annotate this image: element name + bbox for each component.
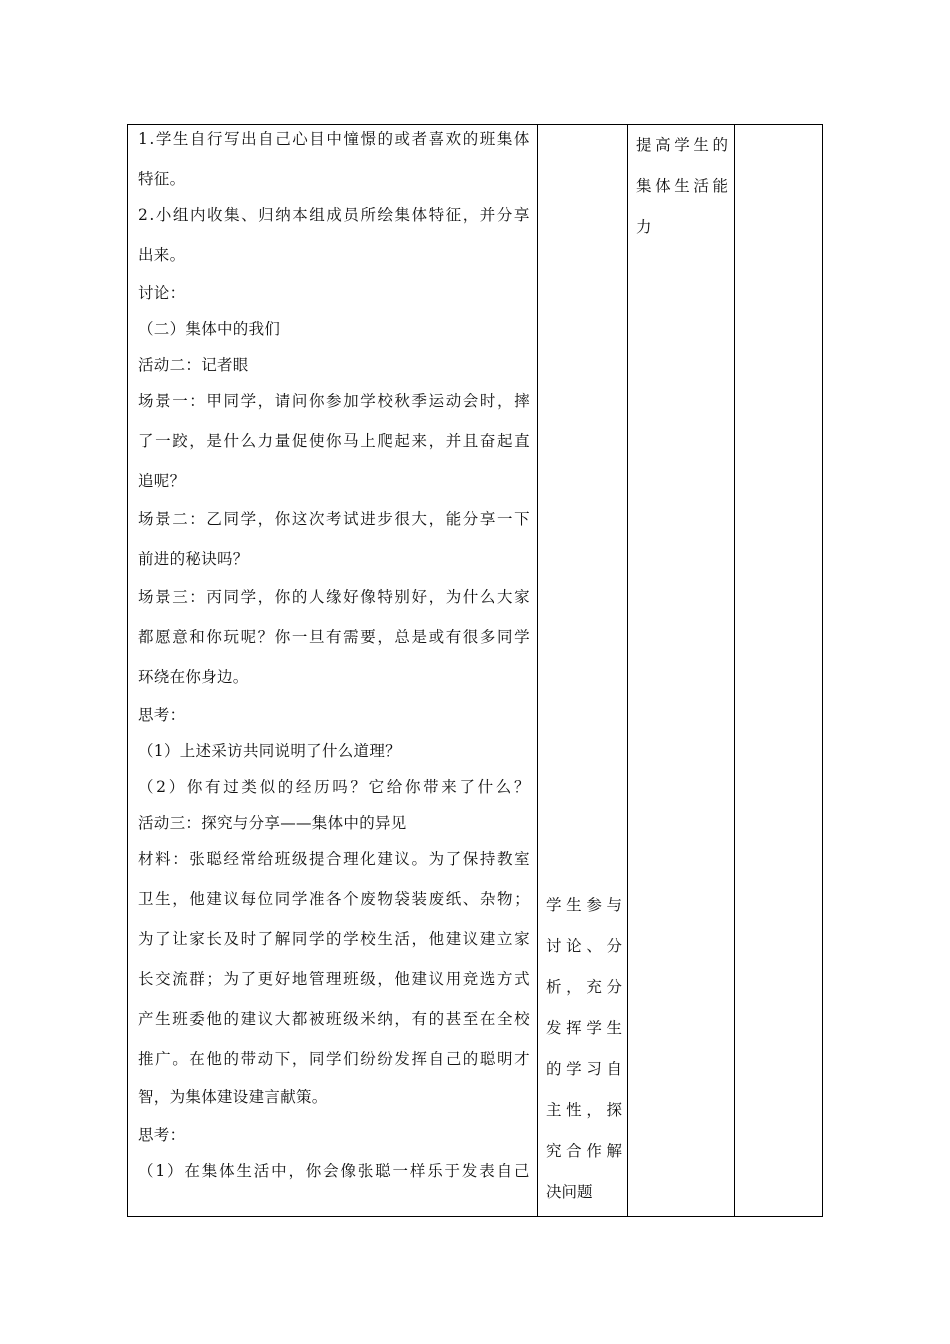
activity-line: 追呢？ (138, 472, 186, 490)
student-activity-line: 主 性 ， 探 (546, 1101, 622, 1119)
activity-line: 思考： (138, 706, 186, 724)
student-activity-line: 决问题 (546, 1183, 593, 1201)
activity-line: （ 1 ） 在 集 体 生 活 中 ， 你 会 像 张 聪 一 样 乐 于 发 表 自 己 (138, 1162, 530, 1180)
activity-line: 思考： (138, 1126, 186, 1144)
student-activity-line: 究 合 作 解 (546, 1142, 622, 1160)
student-activity-line: 的 学 习 自 (546, 1060, 622, 1078)
design-intent-column (628, 125, 735, 1216)
activity-line: 都 愿 意 和 你 玩 呢 ？ 你 一 旦 有 需 要 ， 总 是 或 有 很 多 同 学 (138, 628, 530, 646)
activity-line: 前进的秘诀吗？ (138, 550, 249, 568)
student-activity-line: 析 ， 充 分 (546, 978, 622, 996)
student-activity-line: 讨 论 、 分 (546, 937, 622, 955)
activity-line: 了 一 跤 ， 是 什 么 力 量 促 使 你 马 上 爬 起 来 ， 并 且 奋 起 直 (138, 432, 530, 450)
student-activity-column (538, 125, 628, 1216)
student-activity-line: 发 挥 学 生 (546, 1019, 622, 1037)
activity-line: 为 了 让 家 长 及 时 了 解 同 学 的 学 校 生 活 ， 他 建 议 建 立 家 (138, 930, 530, 948)
design-intent-line: 力 (636, 218, 652, 236)
activity-line: （1）上述采访共同说明了什么道理？ (138, 742, 401, 760)
activity-line: （ 2 ） 你 有 过 类 似 的 经 历 吗 ？ 它 给 你 带 来 了 什 么 ？ (138, 778, 530, 796)
activity-line: 特征。 (138, 170, 186, 188)
activity-line: 材 料 ： 张 聪 经 常 给 班 级 提 合 理 化 建 议 。 为 了 保 持 教 室 (138, 850, 530, 868)
activity-heading: 活动三：探究与分享——集体中的异见 (138, 814, 407, 832)
activity-line: 出来。 (138, 246, 186, 264)
activity-line: 2 . 小 组 内 收 集 、 归 纳 本 组 成 员 所 绘 集 体 特 征 ， 并 分 享 (138, 206, 530, 224)
design-intent-line: 提 高 学 生 的 (636, 136, 728, 154)
activity-line: 长 交 流 群 ； 为 了 更 好 地 管 理 班 级 ， 他 建 议 用 竞 选 方 式 (138, 970, 530, 988)
activity-line: 场 景 三 ： 丙 同 学 ， 你 的 人 缘 好 像 特 别 好 ， 为 什 么 大 家 (138, 588, 530, 606)
activity-line: 卫 生 ， 他 建 议 每 位 同 学 准 各 个 废 物 袋 装 废 纸 、 杂 物 ； (138, 890, 530, 908)
activity-line: 1 . 学 生 自 行 写 出 自 己 心 目 中 憧 憬 的 或 者 喜 欢 的 班 集 体 (138, 130, 530, 148)
design-intent-text (636, 125, 728, 248)
design-intent-line: 集 体 生 活 能 (636, 177, 728, 195)
activity-line: 讨论： (138, 284, 186, 302)
activity-line: 环绕在你身边。 (138, 668, 249, 686)
section-heading: （二）集体中的我们 (138, 320, 281, 338)
activity-line: 推 广 。 在 他 的 带 动 下 ， 同 学 们 纷 纷 发 挥 自 己 的 聪 明 才 (138, 1050, 530, 1068)
student-activity-line: 学 生 参 与 (546, 896, 622, 914)
activity-line: 场 景 二 ： 乙 同 学 ， 你 这 次 考 试 进 步 很 大 ， 能 分 享 一 下 (138, 510, 530, 528)
student-activity-text (546, 885, 622, 1213)
activity-column (128, 125, 538, 1216)
lesson-plan-table (127, 124, 823, 1217)
activity-line: 产 生 班 委 他 的 建 议 大 都 被 班 级 米 纳 ， 有 的 甚 至 在 全 校 (138, 1010, 530, 1028)
activity-heading: 活动二：记者眼 (138, 356, 249, 374)
notes-column (735, 125, 822, 1216)
activity-line: 场 景 一 ： 甲 同 学 ， 请 问 你 参 加 学 校 秋 季 运 动 会 时 ， 摔 (138, 392, 530, 410)
activity-line: 智，为集体建设建言献策。 (138, 1088, 328, 1106)
